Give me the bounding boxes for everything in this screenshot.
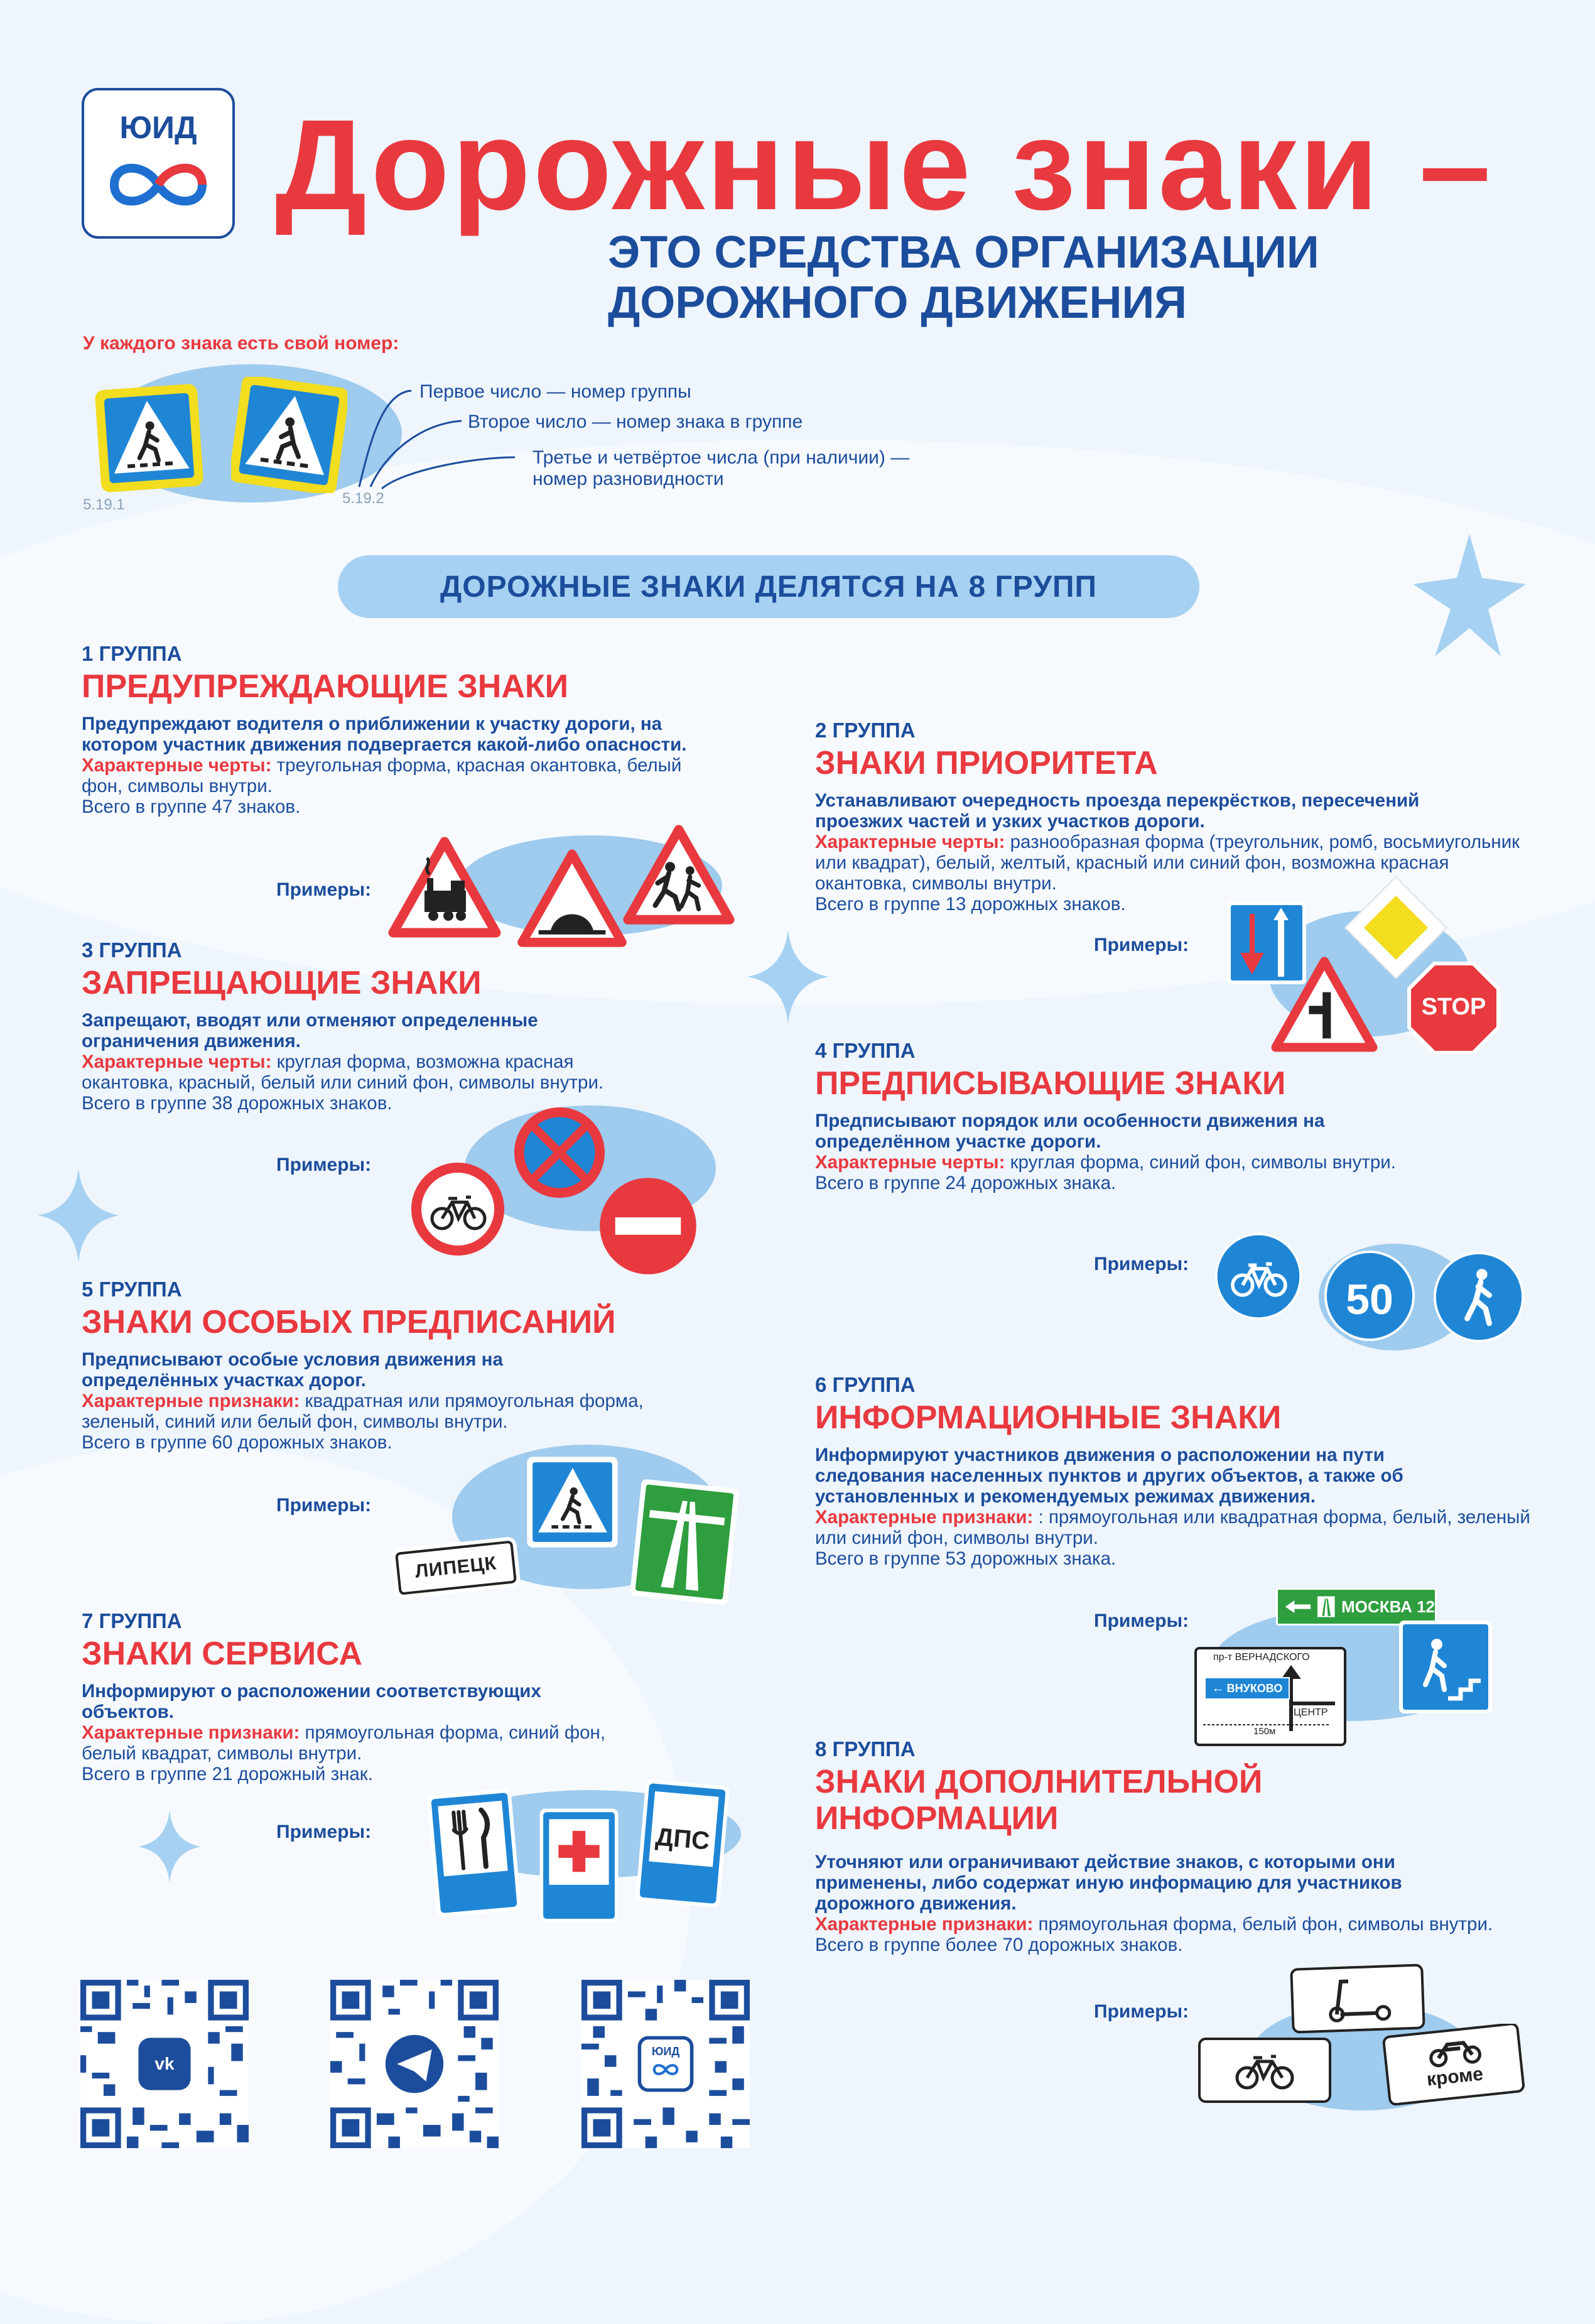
page-title: Дорожные знаки – — [275, 93, 1494, 237]
vk-icon: vk — [154, 2054, 175, 2073]
features-text: прямоугольная форма, синий фон, белый квадрат, символы внутри. — [82, 1722, 606, 1764]
features-text: круглая форма, синий фон, символы внутри. — [1005, 1152, 1396, 1173]
direction-scheme-sign — [1194, 1647, 1346, 1746]
group-desc-text: Информируют участников движения о расположении на пути следования населенных пунктов и других объектов, а также об установленных и рекомендуемых режимах движения. — [815, 1445, 1403, 1507]
scheme-avenue-text: пр-т ВЕРНАДСКОГО — [1213, 1652, 1310, 1663]
arrow-left-icon — [1283, 1597, 1315, 1616]
group-label: 6 ГРУППА — [815, 1373, 916, 1396]
group-title: ЗНАКИ ОСОБЫХ ПРЕДПИСАНИЙ — [82, 1304, 616, 1340]
restaurant-sign-icon — [427, 1787, 521, 1919]
group-description — [82, 1010, 634, 1114]
sign-code-label: 5.19.1 — [83, 496, 125, 513]
page-subtitle — [608, 227, 1319, 328]
examples-label: Примеры: — [1094, 935, 1189, 955]
examples-label: Примеры: — [1094, 2001, 1189, 2022]
group-description — [82, 714, 716, 817]
features-label: Характерные признаки: — [82, 1722, 300, 1743]
features-text: : прямоугольная или квадратная форма, белый, зеленый или синий фон, символы внутри. — [815, 1507, 1530, 1548]
group-desc-text: Предписывают особые условия движения на определённых участках дорог. — [82, 1349, 503, 1391]
qr-logo-infinity-icon — [649, 2061, 682, 2078]
group-title: ЗНАКИ ПРИОРИТЕТА — [815, 745, 1158, 781]
pedestrian-underpass-sign-icon — [1398, 1619, 1493, 1715]
city-name-text: ЛИПЕЦК — [414, 1553, 498, 1582]
group-features — [82, 1051, 634, 1093]
group-label: 4 ГРУППА — [815, 1039, 916, 1062]
examples-label: Примеры: — [1094, 1610, 1189, 1631]
bicycle-plate-icon — [1196, 2035, 1334, 2105]
bicycle-path-sign-icon — [1214, 1232, 1302, 1320]
scheme-center-text: ЦЕНТР — [1294, 1707, 1328, 1718]
pedestrian-crossing-sign-icon — [94, 383, 204, 493]
examples-label: Примеры: — [1094, 1254, 1189, 1274]
motorway-sign-icon — [628, 1476, 741, 1608]
features-label: Характерные признаки: — [815, 1507, 1034, 1528]
children-sign-icon — [623, 823, 735, 926]
subtitle-line: ЭТО СРЕДСТВА ОРГАНИЗАЦИИ — [608, 227, 1319, 278]
group-description — [815, 1110, 1418, 1193]
group-desc-text: Информируют о расположении соответствующих объектов. — [82, 1681, 541, 1722]
arrow-left-icon: ← — [1211, 1681, 1225, 1695]
scheme-vnukovo-label — [1204, 1677, 1290, 1700]
group-title: ПРЕДУПРЕЖДАЮЩИЕ ЗНАКИ — [82, 668, 569, 705]
pedestrian-crossing-sign-icon — [231, 377, 347, 493]
telegram-qr-code[interactable] — [330, 1980, 499, 2148]
group-label: 2 ГРУППА — [815, 719, 916, 742]
features-text: треугольная форма, красная окантовка, белый фон, символы внутри. — [82, 755, 682, 796]
group-title: ЗНАКИ СЕРВИСА — [82, 1636, 362, 1672]
examples-label: Примеры: — [276, 1154, 372, 1175]
group-features — [815, 1507, 1531, 1548]
qr-logo-text: ЮИД — [651, 2045, 680, 2058]
features-text: круглая форма, возможна красная окантовка, красный, белый или синий фон, символы внутри. — [82, 1051, 604, 1093]
group-label: 3 ГРУППА — [82, 938, 182, 962]
features-text: прямоугольная форма, белый фон, символы внутри. — [1033, 1914, 1493, 1935]
subtitle-line: ДОРОЖНОГО ДВИЖЕНИЯ — [608, 278, 1187, 328]
features-label: Характерные черты: — [815, 1152, 1005, 1173]
group-title: ПРЕДПИСЫВАЮЩИЕ ЗНАКИ — [815, 1065, 1286, 1102]
scheme-vnukovo-text: ВНУКОВО — [1226, 1681, 1283, 1695]
group-desc-text: Запрещают, вводят или отменяют определенные ограничения движения. — [82, 1010, 538, 1051]
stop-sign-text: STOP — [1421, 994, 1486, 1020]
group-3 — [82, 938, 735, 1114]
group-title: ИНФОРМАЦИОННЫЕ ЗНАКИ — [815, 1399, 1282, 1436]
features-label: Характерные черты: — [815, 832, 1005, 852]
group-label: 7 ГРУППА — [82, 1609, 182, 1632]
numbering-note: Второе число — номер знака в группе — [468, 411, 803, 432]
numbering-note — [533, 447, 909, 490]
no-bicycles-sign-icon — [411, 1162, 505, 1256]
group-desc-text: Предупреждают водителя о приближении к участку дороги, на котором участник движения подвергается какой-либо опасности. — [82, 714, 687, 755]
group-description — [815, 1852, 1531, 1955]
group-count: Всего в группе 60 дорожных знаков. — [82, 1432, 392, 1453]
group-features — [815, 1152, 1418, 1173]
group-count: Всего в группе 53 дорожных знака. — [815, 1548, 1116, 1569]
group-count: Всего в группе 47 знаков. — [82, 796, 301, 817]
group-5 — [82, 1278, 735, 1453]
pedestrian-crossing-sign-icon — [524, 1453, 621, 1551]
group-label: 5 ГРУППА — [82, 1278, 182, 1301]
group-count: Всего в группе 38 дорожных знаков. — [82, 1093, 392, 1114]
groups-banner: ДОРОЖНЫЕ ЗНАКИ ДЕЛЯТСЯ НА 8 ГРУПП — [338, 555, 1199, 618]
examples-label: Примеры: — [276, 1495, 372, 1516]
footpath-sign-icon — [1433, 1251, 1525, 1343]
group-7 — [82, 1609, 735, 1784]
group-title-line: ИНФОРМАЦИИ — [815, 1800, 1059, 1837]
group-label: 8 ГРУППА — [815, 1737, 916, 1761]
group-count: Всего в группе 24 дорожных знака. — [815, 1173, 1116, 1193]
group-label: 1 ГРУППА — [82, 642, 182, 665]
group-count: Всего в группе 13 дорожных знаков. — [815, 894, 1126, 915]
sign-code-label: 5.19.2 — [342, 490, 384, 507]
star-decoration-icon — [747, 930, 829, 1024]
logo-infinity-icon — [102, 153, 215, 216]
yuid-logo — [82, 88, 235, 239]
star-decoration-icon — [1407, 528, 1532, 666]
group-features — [82, 1722, 634, 1764]
group-desc-text: Предписывают порядок или особенности движения на определённом участке дороги. — [815, 1110, 1325, 1152]
group-desc-text: Устанавливают очередность проезда перекрёстков, пересечений проезжих частей и узких участков дороги. — [815, 790, 1420, 832]
group-title: ЗАПРЕЩАЮЩИЕ ЗНАКИ — [82, 965, 482, 1001]
scheme-distance-text: 150м — [1253, 1726, 1276, 1737]
group-description — [815, 1445, 1531, 1569]
group-6 — [815, 1373, 1544, 1569]
star-decoration-icon — [138, 1809, 201, 1884]
group-features — [82, 1391, 716, 1432]
features-label: Характерные черты: — [82, 755, 272, 776]
numbering-note: Первое число — номер группы — [419, 381, 691, 402]
numbering-intro: У каждого знака есть свой номер: — [83, 333, 399, 354]
group-count: Всего в группе более 70 дорожных знаков. — [815, 1935, 1183, 1955]
group-8 — [815, 1737, 1544, 1955]
traffic-police-sign-text: ДПС — [654, 1823, 711, 1855]
group-desc-text: Уточняют или ограничивают действие знаков, с которыми они применены, либо содержат иную информацию для участников дорожного движения. — [815, 1852, 1402, 1914]
group-count: Всего в группе 21 дорожный знак. — [82, 1764, 373, 1784]
minimum-speed-sign-text: 50 — [1346, 1276, 1393, 1323]
motorway-mini-icon — [1317, 1595, 1335, 1618]
numbering-note-line: номер разновидности — [533, 469, 724, 489]
first-aid-sign-icon — [535, 1803, 623, 1928]
examples-label: Примеры: — [276, 879, 372, 900]
features-text: разнообразная форма (треугольник, ромб, восьмиугольник или квадрат), белый, желтый, красный или синий фон, возможна красная окантовка, символы внутри. — [815, 832, 1520, 894]
steam-train-sign-icon — [388, 835, 501, 939]
features-label: Характерные черты: — [82, 1051, 272, 1072]
group-title-line: ЗНАКИ ДОПОЛНИТЕЛЬНОЙ — [815, 1764, 1263, 1800]
group-1 — [82, 642, 735, 817]
speed-bump-sign-icon — [516, 848, 628, 948]
except-plate-text: кроме — [1425, 2063, 1484, 2090]
features-text: квадратная или прямоугольная форма, зеленый, синий или белый фон, символы внутри. — [82, 1391, 644, 1432]
group-description — [82, 1681, 634, 1784]
logo-text: ЮИД — [119, 110, 197, 145]
features-label: Характерные признаки: — [82, 1391, 300, 1411]
group-title — [815, 1764, 1544, 1837]
direction-sign-text: МОСКВА 12 — [1341, 1597, 1435, 1616]
examples-label: Примеры: — [276, 1822, 372, 1842]
no-entry-sign-icon — [598, 1176, 698, 1276]
star-decoration-icon — [38, 1168, 119, 1262]
group-description — [82, 1349, 716, 1453]
features-label: Характерные признаки: — [815, 1914, 1034, 1935]
group-features — [82, 755, 716, 796]
numbering-note-line: Третье и четвёртое числа (при наличии) — — [533, 447, 910, 468]
no-stopping-sign-icon — [514, 1107, 605, 1198]
group-features — [815, 1914, 1531, 1935]
group-4 — [815, 1039, 1544, 1193]
